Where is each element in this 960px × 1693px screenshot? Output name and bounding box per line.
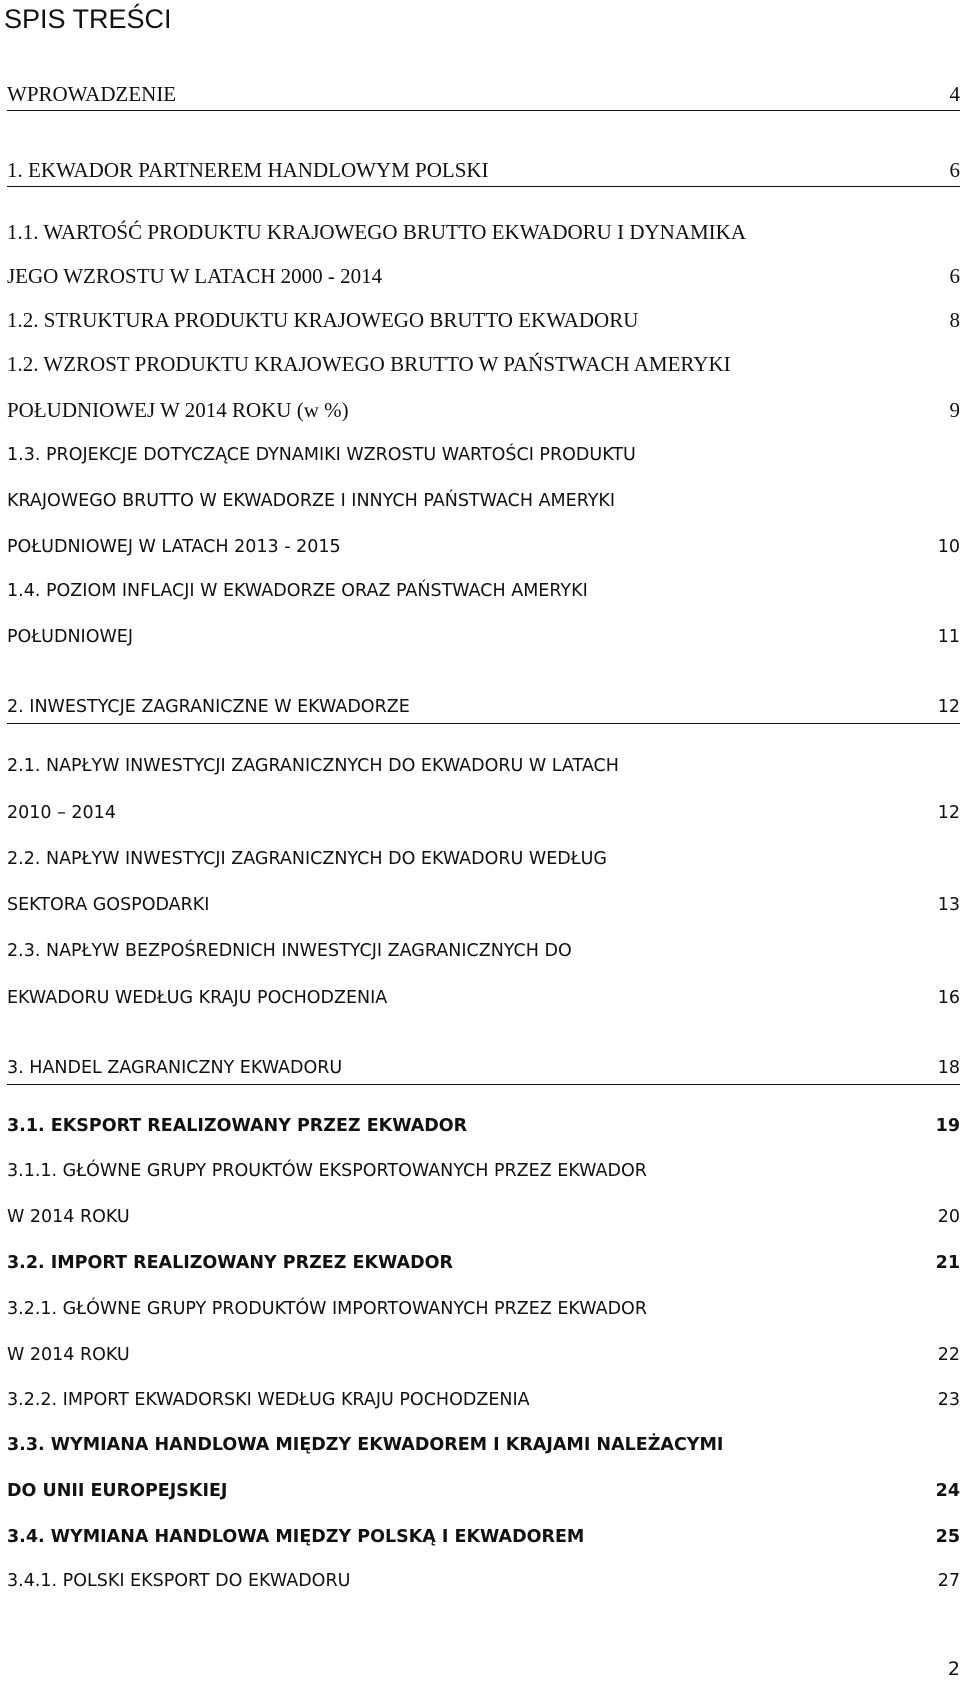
toc-entry-title: WARTOŚĆ PRODUKTU KRAJOWEGO BRUTTO EKWADORU I DYNAMIKA xyxy=(43,220,747,244)
toc-entry-page: 4 xyxy=(949,82,960,106)
toc-entry-title: NAPŁYW INWESTYCJI ZAGRANICZNYCH DO EKWADORU W LATACH xyxy=(45,756,619,776)
toc-entry-title: EKWADORU WEDŁUG KRAJU POCHODZENIA xyxy=(7,988,388,1008)
toc-entry-number: 3.2. xyxy=(7,1253,45,1273)
toc-entry-page: 9 xyxy=(949,398,960,422)
toc-entry-1-2-wzrost-continued[interactable] xyxy=(7,396,960,424)
toc-entry-3-2-2[interactable] xyxy=(7,1386,960,1414)
toc-entry-number: 1.1. xyxy=(7,220,39,244)
toc-entry-page: 20 xyxy=(937,1207,960,1227)
toc-entry-page: 22 xyxy=(937,1345,960,1365)
toc-entry-number: 3.1. xyxy=(7,1116,45,1136)
toc-entry-3-2[interactable] xyxy=(7,1249,960,1277)
toc-entry-page: 23 xyxy=(937,1390,960,1410)
toc-entry-title: POŁUDNIOWEJ W LATACH 2013 - 2015 xyxy=(7,537,341,557)
toc-entry-title: NAPŁYW BEZPOŚREDNICH INWESTYCJI ZAGRANICZNYCH DO xyxy=(45,941,572,961)
toc-entry-title: 2010 – 2014 xyxy=(7,803,116,823)
toc-entry-2-1[interactable] xyxy=(7,752,960,780)
toc-entry-3-1[interactable] xyxy=(7,1112,960,1140)
toc-entry-1-3[interactable] xyxy=(7,441,960,469)
toc-entry-page: 10 xyxy=(937,537,960,557)
toc-entry-title: DO UNII EUROPEJSKIEJ xyxy=(7,1481,228,1501)
toc-entry-number: 1.2. xyxy=(7,352,39,376)
toc-entry-page: 12 xyxy=(937,803,960,823)
toc-entry-title: POŁUDNIOWEJ xyxy=(7,627,133,647)
toc-entry-title: INWESTYCJE ZAGRANICZNE W EKWADORZE xyxy=(29,697,410,717)
toc-entry-page: 6 xyxy=(949,264,960,288)
toc-entry-title: POLSKI EKSPORT DO EKWADORU xyxy=(62,1571,351,1591)
toc-entry-title: POŁUDNIOWEJ W 2014 ROKU (w %) xyxy=(7,398,349,422)
toc-entry-title: GŁÓWNE GRUPY PROUKTÓW EKSPORTOWANYCH PRZEZ EKWADOR xyxy=(62,1161,647,1181)
toc-entry-number: 2.3. xyxy=(7,941,41,961)
toc-entry-3-2-1[interactable] xyxy=(7,1295,960,1323)
toc-entry-page: 24 xyxy=(935,1481,960,1501)
toc-entry-page: 13 xyxy=(937,895,960,915)
toc-entry-number: 1.3. xyxy=(7,445,41,465)
toc-entry-1-1[interactable] xyxy=(7,218,960,246)
toc-entry-title: IMPORT EKWADORSKI WEDŁUG KRAJU POCHODZENIA xyxy=(62,1390,530,1410)
toc-entry-1[interactable] xyxy=(7,156,960,187)
toc-entry-title: WYMIANA HANDLOWA MIĘDZY POLSKĄ I EKWADOREM xyxy=(50,1527,585,1547)
toc-entry-number: 3.3. xyxy=(7,1435,45,1455)
toc-entry-title: WYMIANA HANDLOWA MIĘDZY EKWADOREM I KRAJAMI NALEŻACYMI xyxy=(50,1435,724,1455)
toc-entry-title: W 2014 ROKU xyxy=(7,1207,130,1227)
toc-entry-1-2[interactable] xyxy=(7,306,960,334)
toc-entry-number: 2. xyxy=(7,697,24,717)
toc-entry-3[interactable] xyxy=(7,1054,960,1085)
toc-entry-2-2-continued[interactable] xyxy=(7,891,960,919)
page-number: 2 xyxy=(947,1658,960,1680)
toc-entry-title: SEKTORA GOSPODARKI xyxy=(7,895,210,915)
toc-entry-title: GŁÓWNE GRUPY PRODUKTÓW IMPORTOWANYCH PRZEZ EKWADOR xyxy=(62,1299,647,1319)
toc-entry-number: 1. xyxy=(7,158,23,182)
toc-entry-1-4-continued[interactable] xyxy=(7,623,960,651)
page-title: SPIS TREŚCI xyxy=(4,4,172,34)
toc-entry-2-1-continued[interactable] xyxy=(7,799,960,827)
toc-entry-2-2[interactable] xyxy=(7,845,960,873)
toc-entry-1-3-continued[interactable] xyxy=(7,533,960,561)
toc-entry-title: WPROWADZENIE xyxy=(7,82,177,106)
toc-entry-page: 8 xyxy=(949,308,960,332)
toc-entry-title: KRAJOWEGO BRUTTO W EKWADORZE I INNYCH PAŃSTWACH AMERYKI xyxy=(7,491,616,511)
toc-entry-title: PROJEKCJE DOTYCZĄCE DYNAMIKI WZROSTU WARTOŚCI PRODUKTU xyxy=(45,445,636,465)
toc-entry-3-4-1[interactable] xyxy=(7,1567,960,1595)
toc-entry-title: POZIOM INFLACJI W EKWADORZE ORAZ PAŃSTWACH AMERYKI xyxy=(45,581,588,601)
toc-entry-number: 3.4. xyxy=(7,1527,45,1547)
toc-entry-1-2-wzrost[interactable] xyxy=(7,350,960,378)
toc-entry-2-3[interactable] xyxy=(7,937,960,965)
toc-entry-title: NAPŁYW INWESTYCJI ZAGRANICZNYCH DO EKWADORU WEDŁUG xyxy=(45,849,607,869)
toc-entry-title: JEGO WZROSTU W LATACH 2000 - 2014 xyxy=(7,264,383,288)
toc-entry-page: 19 xyxy=(935,1116,960,1136)
toc-entry-page: 12 xyxy=(937,697,960,717)
toc-entry-number: 3.1.1. xyxy=(7,1161,58,1181)
toc-entry-page: 6 xyxy=(949,158,960,182)
toc-entry-3-3-continued[interactable] xyxy=(7,1477,960,1505)
toc-entry-number: 3.2.2. xyxy=(7,1390,58,1410)
toc-entry-number: 1.2. xyxy=(7,308,39,332)
toc-entry-page: 25 xyxy=(935,1527,960,1547)
toc-entry-3-2-1-continued[interactable] xyxy=(7,1341,960,1369)
toc-entry-page: 27 xyxy=(937,1571,960,1591)
toc-entry-number: 3. xyxy=(7,1058,24,1078)
toc-entry-3-1-1[interactable] xyxy=(7,1157,960,1185)
toc-entry-2[interactable] xyxy=(7,693,960,724)
toc-entry-title: HANDEL ZAGRANICZNY EKWADORU xyxy=(29,1058,343,1078)
toc-entry-title: W 2014 ROKU xyxy=(7,1345,130,1365)
toc-entry-number: 1.4. xyxy=(7,581,41,601)
toc-entry-page: 21 xyxy=(935,1253,960,1273)
toc-entry-title: IMPORT REALIZOWANY PRZEZ EKWADOR xyxy=(50,1253,453,1273)
toc-entry-title: WZROST PRODUKTU KRAJOWEGO BRUTTO W PAŃSTWACH AMERYKI xyxy=(43,352,731,376)
toc-entry-3-4[interactable] xyxy=(7,1523,960,1551)
toc-entry-1-3-continued[interactable] xyxy=(7,487,960,515)
toc-entry-wprowadzenie[interactable] xyxy=(7,80,960,111)
toc-entry-1-4[interactable] xyxy=(7,577,960,605)
toc-entry-number: 3.4.1. xyxy=(7,1571,58,1591)
toc-entry-number: 2.2. xyxy=(7,849,41,869)
toc-entry-3-3[interactable] xyxy=(7,1431,960,1459)
toc-entry-title: EKWADOR PARTNEREM HANDLOWYM POLSKI xyxy=(28,158,489,182)
toc-entry-title: EKSPORT REALIZOWANY PRZEZ EKWADOR xyxy=(50,1116,468,1136)
toc-entry-page: 18 xyxy=(937,1058,960,1078)
toc-entry-2-3-continued[interactable] xyxy=(7,984,960,1012)
toc-entry-number: 2.1. xyxy=(7,756,41,776)
toc-entry-number: 3.2.1. xyxy=(7,1299,58,1319)
toc-entry-1-1-continued[interactable] xyxy=(7,262,960,290)
toc-entry-page: 11 xyxy=(937,627,960,647)
toc-entry-3-1-1-continued[interactable] xyxy=(7,1203,960,1231)
toc-entry-title: STRUKTURA PRODUKTU KRAJOWEGO BRUTTO EKWADORU xyxy=(43,308,639,332)
toc-entry-page: 16 xyxy=(937,988,960,1008)
